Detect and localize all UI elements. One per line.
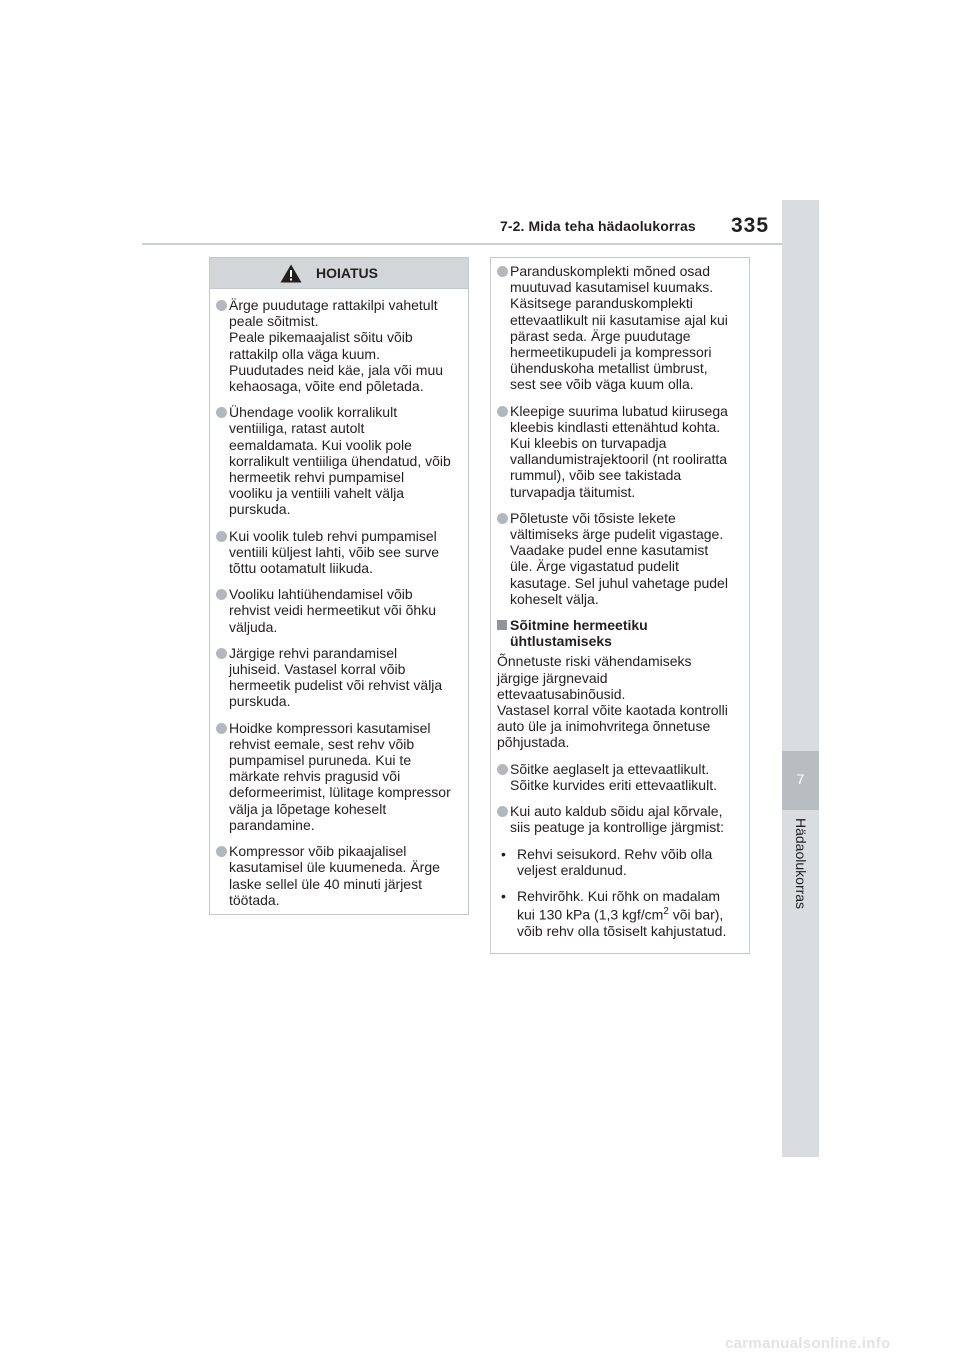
bullet-dot-icon [497,764,508,775]
bullet-dot-icon [497,266,508,277]
chapter-number: 7 [796,771,805,787]
warning-item-text: Ühendage voolik korralikult ventiiliga, ratast autolt eemaldamata. Kui voolik pole korralikult ventiiliga ühendatud, võib hermeetik rehvi pumpamisel vooliku ja ventiili vahelt välja purskuda. [229,404,451,518]
chapter-title: Hädaolukorras [793,818,809,910]
bullet-dot-icon [216,723,227,734]
check-bullet-text [517,888,739,939]
pressure-text-part1: Rehvirõhk. Kui rõhk on madalam kui 130 kPa (1,3 kgf/cm [517,887,721,923]
warning-label: HOIATUS [316,265,378,281]
warning-item [216,404,458,517]
check-bullet-text: Rehvi seisukord. Rehv võib olla veljest eraldunud. [517,845,713,878]
warning-item [216,720,458,833]
warning-item-text: Põletuste või tõsiste lekete vältimiseks ärge pudelit vigastage. Vaadake pudel enne kasutamist üle. Ärge vigastatud pudelit kasutage. Sel juhul vahetage pudel koheselt välja. [510,509,728,607]
bullet-dot-icon [497,513,508,524]
warning-item [497,263,739,393]
check-bullet [497,888,739,939]
header-title: 7-2. Mida teha hädaolukorras [500,218,696,234]
warning-item [216,645,458,710]
warning-item [216,843,458,908]
warning-triangle-icon [280,264,302,283]
warning-item [216,297,458,394]
warning-item [497,510,739,607]
warning-item-text: Hoidke kompressori kasutamisel rehvist eemale, sest rehv võib pumpamisel puruneda. Kui te märkate rehvis pragusid või deformeerimist, lülitage kompressor välja ja lõpetage koheselt parandamine. [229,719,451,833]
warning-item [497,403,739,500]
warning-panel [209,257,469,915]
warning-item-text: Kleepige suurima lubatud kiirusega kleebis kindlasti ettenähtud kohta. Kui kleebis on turvapadja vallandumistrajektooril (nt rooliratta rummul), võib see takistada turvapadja täitumist. [510,402,728,500]
pressure-text-part2: või bar), võib rehv olla tõsiselt kahjustatud. [517,906,727,939]
header-rule [142,243,782,245]
side-tab [782,200,819,1157]
warning-item-text: Kompressor võib pikaajalisel kasutamisel üle kuumeneda. Ärge laske sellel üle 40 minuti järjest töötada. [229,843,440,908]
page-number: 335 [731,214,770,237]
warning-item [216,586,458,635]
warning-item-text: Kui voolik tuleb rehvi pumpamisel ventiili küljest lahti, võib see surve tõttu ootamatult liikuda. [229,527,440,577]
bullet-dot-icon [497,406,508,417]
bullet-dot-icon [497,806,508,817]
bullet-dot-icon [216,407,227,418]
bullet-char: • [501,887,506,904]
warning-item-text: Sõitke aeglaselt ja ettevaatlikult. Sõitke kurvides eriti ettevaatlikult. [510,760,717,793]
bullet-dot-icon [216,648,227,659]
warning-item [497,803,739,835]
bullet-dot-icon [216,846,227,857]
warning-item-text: Kui auto kaldub sõidu ajal kõrvale, siis peatuge ja kontrollige järgmist: [510,803,724,836]
warning-item-text: Järgige rehvi parandamisel juhiseid. Vastasel korral võib hermeetik pudelist või rehvist välja purskuda. [229,644,443,710]
superscript: 2 [663,906,669,918]
warning-item [216,528,458,577]
bullet-dot-icon [216,531,227,542]
subheading-text: Sõitmine hermeetiku ühtlustamiseks [510,617,648,650]
bullet-dot-icon [216,300,227,311]
warning-continued-panel [490,257,750,954]
section-paragraph: Õnnetuste riski vähendamiseks järgige järgnevaid ettevaatusabinõusid. Vastasel korral võite kaotada kontrolli auto üle ja inimohvritega õnnetuse põhjustada. [497,653,728,751]
bullet-char: • [501,845,506,862]
bullet-dot-icon [216,589,227,600]
warning-item [497,761,739,793]
warning-item-text: Vooliku lahtiühendamisel võib rehvist veidi hermeetikut või õhku väljuda. [229,586,436,635]
warning-item-text: Paranduskomplekti mõned osad muutuvad kasutamisel kuumaks. Käsitsege paranduskomplekti ettevaatlikult nii kasutamise ajal kui pärast seda. Ärge puudutage hermeetikupudeli ja kompressori ühenduskoha metallist ümbrust, sest see võib väga kuum olla. [510,263,728,393]
footer-watermark[interactable]: carmanualsonline.info [725,1335,891,1352]
section-subheading [497,617,739,649]
warning-header [210,258,468,289]
warning-item-text: Ärge puudutage rattakilpi vahetult peale sõitmist. Peale pikemaajalist sõitu võib rattakilp olla väga kuum. Puudutades neid käe, jala või muu kehaosaga, võite end põletada. [229,297,444,395]
check-bullet [497,846,739,878]
square-bullet-icon [497,620,507,630]
